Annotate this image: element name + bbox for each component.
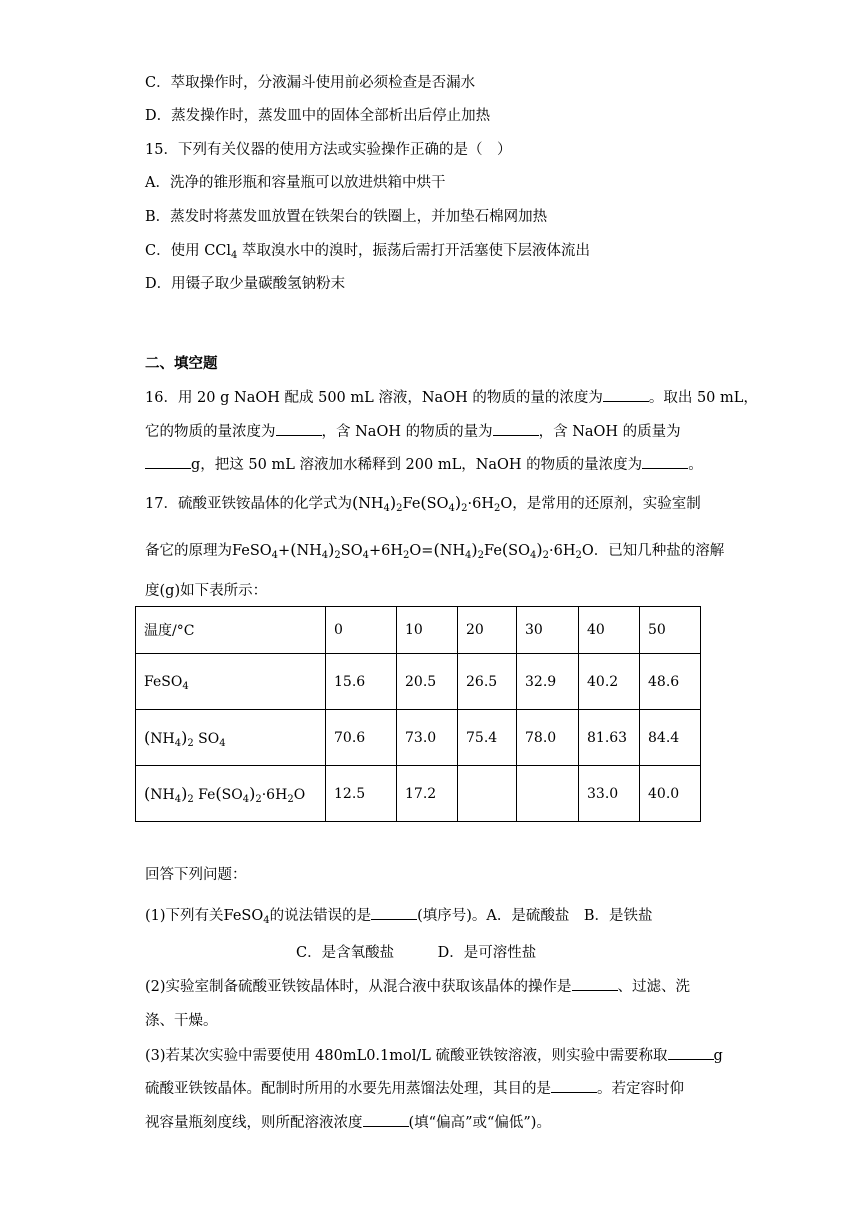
table-cell: 32.9 bbox=[517, 654, 579, 710]
table-cell bbox=[458, 766, 517, 822]
formula-crystal: $(NH_4)_2Fe(SO_4)_2\cdot 6H_2O$ bbox=[351, 493, 513, 514]
answer-blank[interactable] bbox=[493, 421, 539, 436]
table-cell: 73.0 bbox=[397, 710, 458, 766]
table-cell bbox=[517, 766, 579, 822]
table-cell: 78.0 bbox=[517, 710, 579, 766]
option-d-prev: D．蒸发操作时，蒸发皿中的固体全部析出后停止加热 bbox=[145, 108, 491, 124]
table-header: 40 bbox=[579, 607, 640, 654]
answers-intro: 回答下列问题： bbox=[145, 867, 247, 883]
answer-blank[interactable] bbox=[668, 1045, 714, 1060]
answer-blank[interactable] bbox=[371, 905, 417, 920]
answer-blank[interactable] bbox=[363, 1112, 409, 1127]
row-label-ammonium-sulfate: $(NH_4)_2$ $SO_4$ bbox=[136, 710, 326, 766]
row-label-feso4: FeSO$_4$ bbox=[136, 654, 326, 710]
table-cell: 33.0 bbox=[579, 766, 640, 822]
q15-stem: 15．下列有关仪器的使用方法或实验操作正确的是（ ） bbox=[145, 142, 512, 158]
answer-blank[interactable] bbox=[642, 454, 688, 469]
q15-option-a: A．洗净的锥形瓶和容量瓶可以放进烘箱中烘干 bbox=[145, 175, 446, 191]
q15-option-d: D．用镊子取少量碳酸氢钠粉末 bbox=[145, 276, 346, 292]
table-header: 10 bbox=[397, 607, 458, 654]
table-cell: 40.0 bbox=[640, 766, 701, 822]
q17-line2: 备它的原理为$FeSO_4+(NH_4)_2SO_4+6H_2O=(NH_4)_2Fe(SO_4)_2\cdot 6H_2O$．已知几种盐的溶解 bbox=[145, 540, 725, 561]
table-row bbox=[136, 654, 701, 710]
answer-blank[interactable] bbox=[145, 454, 191, 469]
table-cell: 70.6 bbox=[326, 710, 397, 766]
q16-line1: 16．用 20 g NaOH 配成 500 mL 溶液，NaOH 的物质的量的浓度为 。取出 50 mL， bbox=[145, 387, 758, 409]
part1-line2: C．是含氧酸盐 D．是可溶性盐 bbox=[296, 945, 537, 961]
formula-equation: $FeSO_4+(NH_4)_2SO_4+6H_2O=(NH_4)_2Fe(SO_4)_2\cdot 6H_2O$ bbox=[232, 540, 594, 561]
answer-blank[interactable] bbox=[572, 976, 618, 991]
q17-line3: 度(g)如下表所示： bbox=[145, 583, 268, 599]
answer-blank[interactable] bbox=[276, 421, 322, 436]
table-cell: 75.4 bbox=[458, 710, 517, 766]
part3-line2: 硫酸亚铁铵晶体。配制时所用的水要先用蒸馏法处理，其目的是 。若定容时仰 bbox=[145, 1078, 684, 1100]
table-cell: 17.2 bbox=[397, 766, 458, 822]
table-header: 温度/°C bbox=[136, 607, 326, 654]
answer-blank[interactable] bbox=[603, 387, 649, 402]
part3-line3: 视容量瓶刻度线，则所配溶液浓度 (填“偏高”或“偏低”)。 bbox=[145, 1112, 551, 1134]
table-header: 0 bbox=[326, 607, 397, 654]
section-title: 二、填空题 bbox=[145, 355, 218, 372]
row-label-ammonium-iron-sulfate: $(NH_4)_2$ $Fe(SO_4)_2\cdot 6H_2O$ bbox=[136, 766, 326, 822]
part1-line1: (1)下列有关FeSO$_4$的说法错误的是 (填序号)。A．是硫酸盐 B．是铁盐 bbox=[145, 905, 653, 927]
q15-option-c: C．使用 CCl$_4$ 萃取溴水中的溴时，振荡后需打开活塞使下层液体流出 bbox=[145, 243, 591, 261]
q16-line3: g，把这 50 mL 溶液加水稀释到 200 mL，NaOH 的物质的量浓度为 。 bbox=[145, 454, 703, 476]
table-cell: 40.2 bbox=[579, 654, 640, 710]
table-row bbox=[136, 710, 701, 766]
table-cell: 20.5 bbox=[397, 654, 458, 710]
table-cell: 81.63 bbox=[579, 710, 640, 766]
table-header: 50 bbox=[640, 607, 701, 654]
table-row bbox=[136, 766, 701, 822]
q16-line2: 它的物质的量浓度为 ，含 NaOH 的物质的量为 ，含 NaOH 的质量为 bbox=[145, 421, 681, 443]
answer-blank[interactable] bbox=[551, 1078, 597, 1093]
part3-line1: (3)若某次实验中需要使用 480mL0.1mol/L 硫酸亚铁铵溶液，则实验中需要称取 g bbox=[145, 1045, 723, 1067]
q15-option-b: B．蒸发时将蒸发皿放置在铁架台的铁圈上，并加垫石棉网加热 bbox=[145, 209, 548, 225]
table-cell: 12.5 bbox=[326, 766, 397, 822]
solubility-table bbox=[135, 606, 701, 822]
table-cell: 15.6 bbox=[326, 654, 397, 710]
q17-line1: 17．硫酸亚铁铵晶体的化学式为$(NH_4)_2Fe(SO_4)_2\cdot 6H_2O$，是常用的还原剂，实验室制 bbox=[145, 493, 701, 514]
table-header-row bbox=[136, 607, 701, 654]
part2-line1: (2)实验室制备硫酸亚铁铵晶体时，从混合液中获取该晶体的操作是 、过滤、洗 bbox=[145, 976, 690, 998]
table-cell: 84.4 bbox=[640, 710, 701, 766]
option-c-prev: C．萃取操作时，分液漏斗使用前必须检查是否漏水 bbox=[145, 75, 476, 91]
table-header: 30 bbox=[517, 607, 579, 654]
table-cell: 26.5 bbox=[458, 654, 517, 710]
table-cell: 48.6 bbox=[640, 654, 701, 710]
part2-line2: 涤、干燥。 bbox=[145, 1013, 218, 1029]
table-header: 20 bbox=[458, 607, 517, 654]
